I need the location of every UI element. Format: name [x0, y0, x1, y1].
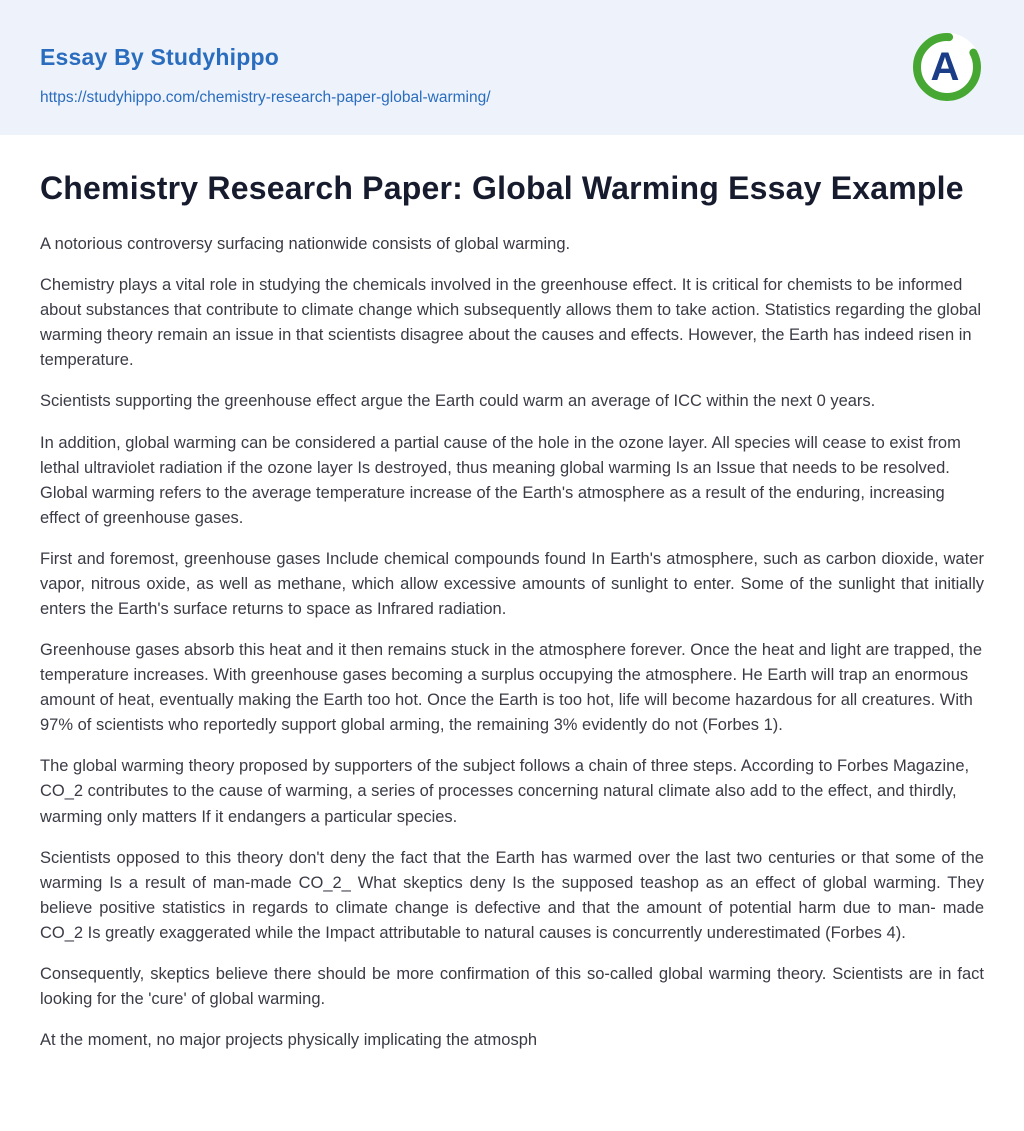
paragraph: In addition, global warming can be considered a partial cause of the hole in the ozone layer. All species will cease to exist from lethal ultraviolet radiation if the ozone layer Is destroyed, thus meaning global warming Is an Issue that needs to be resolved. Global warming refers to the average temperature increase of the Earth's atmosphere as a result of the enduring, increasing effect of greenhouse gases.	[40, 433, 961, 527]
paragraphs-container	[40, 232, 984, 1053]
paragraph: A notorious controversy surfacing nationwide consists of global warming.	[40, 235, 571, 254]
page-url-link[interactable]: https://studyhippo.com/chemistry-research-paper-global-warming/	[40, 89, 491, 106]
paragraph: Greenhouse gases absorb this heat and it then remains stuck in the atmosphere forever. Once the heat and light are trapped, the temperature increases. With greenhouse gases becoming a surplus occupying the atmosphere. He Earth will trap an enormous amount of heat, eventually making the Earth too hot. Once the Earth is too hot, life will become hazardous for all creatures. With 97% of scientists who reportedly support global arming, the remaining 3% evidently do not (Forbes 1).	[40, 641, 982, 735]
studyhippo-logo-icon[interactable]	[910, 30, 984, 104]
paragraph: Chemistry plays a vital role in studying the chemicals involved in the greenhouse effect. It is critical for chemists to be informed about substances that contribute to climate change which subsequently allows them to take action. Statistics regarding the global warming theory remain an issue in that scientists disagree about the causes and effects. However, the Earth has indeed risen in temperature.	[40, 276, 982, 370]
header-text-block	[40, 30, 491, 107]
paragraph: Scientists supporting the greenhouse effect argue the Earth could warm an average of ICC within the next 0 years.	[40, 392, 876, 411]
brand-title: Essay By Studyhippo	[40, 44, 279, 70]
logo-svg	[910, 30, 984, 104]
logo-letter: A	[930, 45, 960, 89]
paragraph: The global warming theory proposed by supporters of the subject follows a chain of three steps. According to Forbes Magazine, CO_2 contributes to the cause of warming, a series of processes concerning natural climate also add to the effect, and thirdly, warming only matters If it endangers a particular species.	[40, 757, 970, 826]
paragraph: Scientists opposed to this theory don't deny the fact that the Earth has warmed over the last two centuries or that some of the warming Is a result of man-made CO_2_ What skeptics deny Is the supposed teashop as an effect of global warming. They believe positive statistics in regards to climate change is defective and that the amount of potential harm due to man- made CO_2 Is greatly exaggerated while the Impact attributable to natural causes is concurrently underestimated (Forbes 4).	[40, 848, 984, 942]
paragraph: Consequently, skeptics believe there should be more confirmation of this so-called global warming theory. Scientists are in fact looking for the 'cure' of global warming.	[40, 964, 984, 1008]
page-title: Chemistry Research Paper: Global Warming Essay Example	[40, 170, 964, 206]
article-body	[0, 135, 1024, 1053]
paragraph: At the moment, no major projects physically implicating the atmosph	[40, 1031, 538, 1050]
page-header	[0, 0, 1024, 135]
paragraph: First and foremost, greenhouse gases Include chemical compounds found In Earth's atmosphere, such as carbon dioxide, water vapor, nitrous oxide, as well as methane, which allow excessive amounts of sunlight to enter. Some of the sunlight that initially enters the Earth's surface returns to space as Infrared radiation.	[40, 549, 984, 618]
